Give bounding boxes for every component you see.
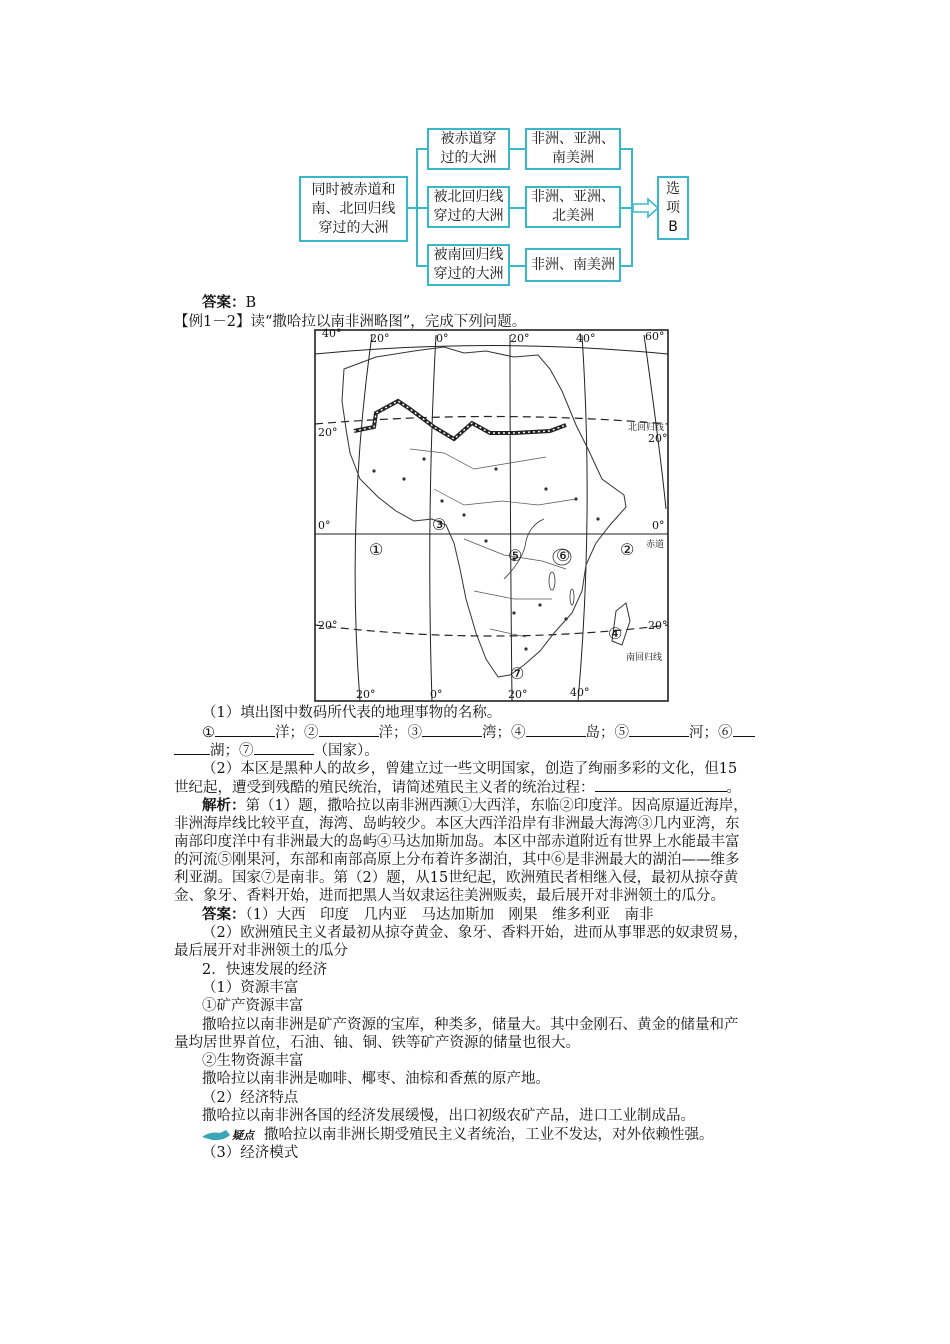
- flow-answer-box: 非洲、亚洲、 北美洲: [525, 186, 621, 228]
- flow-answer-box: 非洲、南美洲: [525, 248, 621, 282]
- map-label: 赤道: [646, 540, 665, 550]
- analysis-line: 非洲海岸线比较平直，海湾、岛屿较少。本区大西洋沿岸有非洲最大海湾③几内亚湾，东: [174, 816, 740, 832]
- answer-blank[interactable]: [422, 722, 482, 737]
- subsection-title: （3）经济模式: [202, 1145, 299, 1161]
- map-label: 20°: [648, 432, 668, 445]
- subsection-title: ②生物资源丰富: [202, 1053, 304, 1069]
- body-text: 撒哈拉以南非洲是矿产资源的宝库，种类多，储量大。其中金刚石、黄金的储量和产: [202, 1017, 739, 1033]
- flow-root-box: 同时被赤道和 南、北回归线 穿过的大洲: [299, 176, 408, 242]
- answer-line: [174, 293, 842, 313]
- flow-answer-box: 非洲、亚洲、 南美洲: [525, 128, 621, 170]
- answer-blank[interactable]: [629, 722, 689, 737]
- arrow-right-icon: [632, 196, 660, 220]
- map-label: 20°: [356, 688, 376, 701]
- flow-question-box: 被南回归线 穿过的大洲: [427, 244, 510, 286]
- subsection-title: （1）资源丰富: [202, 980, 299, 996]
- body-text: 撒哈拉以南非洲是咖啡、椰枣、油棕和香蕉的原产地。: [202, 1071, 550, 1087]
- map-label: 0°: [318, 519, 331, 532]
- answer-blank[interactable]: [174, 740, 210, 755]
- example-intro: 【例1－2】读“撒哈拉以南非洲略图”，完成下列问题。: [174, 314, 527, 330]
- analysis-line: 南部印度洋中有非洲最大的岛屿④马达加斯加岛。本区中部赤道附近有世界上水能最丰富: [174, 834, 740, 850]
- africa-map: [314, 329, 669, 702]
- map-label: 0°: [430, 688, 443, 701]
- map-label: 40°: [570, 686, 590, 699]
- answer-value: B: [245, 295, 257, 311]
- tip-badge-text: 疑点: [232, 1129, 254, 1142]
- map-label: 北回归线: [628, 423, 665, 433]
- analysis-line: 解析：第（1）题，撒哈拉以南非洲西濒①大西洋，东临②印度洋。因高原逼近海岸，: [202, 797, 748, 814]
- subsection-title: ①矿产资源丰富: [202, 998, 304, 1014]
- connector: [510, 265, 526, 267]
- map-label: 南回归线: [626, 653, 663, 663]
- flow-result-box: 选 项 B: [657, 176, 689, 240]
- flow-question-box: 被赤道穿 过的大洲: [427, 128, 510, 170]
- map-label: 20°: [318, 619, 338, 632]
- analysis-line: 金、象牙、香料开始，进而把黑人当奴隶运往美洲贩卖，最后展开对非洲领土的瓜分。: [174, 888, 725, 904]
- q1-title: （1）填出图中数码所代表的地理事物的名称。: [202, 705, 502, 721]
- map-label: 0°: [652, 519, 665, 532]
- q2-line1: （2）本区是黑种人的故乡，曾建立过一些文明国家，创造了绚丽多彩的文化，但15: [202, 761, 738, 777]
- answer2-line: 答案：（1）大西 印度 几内亚 马达加斯加 刚果 维多利亚 南非: [202, 906, 654, 923]
- section-title: 2．快速发展的经济: [202, 962, 328, 978]
- map-label: 20°: [510, 332, 530, 345]
- map-number-3: ③: [432, 515, 447, 534]
- subsection-title: （2）经济特点: [202, 1090, 299, 1106]
- body-text: 量均居世界首位，石油、铀、铜、铁等矿产资源的储量也很大。: [174, 1035, 580, 1051]
- analysis-line: 的河流⑤刚果河，东部和南部高原上分布着许多湖泊，其中⑥是非洲最大的湖泊——维多: [174, 852, 740, 868]
- body-text: 撒哈拉以南非洲各国的经济发展缓慢，出口初级农矿产品，进口工业制成品。: [202, 1108, 695, 1124]
- q1-blanks-line2: 湖；⑦ （国家）。: [174, 740, 814, 761]
- answer-blank[interactable]: [319, 722, 379, 737]
- map-label: 20°: [508, 688, 528, 701]
- connector: [510, 207, 526, 209]
- q1-blanks-line1: ① 洋；② 洋；③ 湾；④ 岛；⑤ 河；⑥: [174, 722, 842, 743]
- analysis-line: 利亚湖。国家⑦是南非。第（2）题，从15世纪起，欧洲殖民者相继入侵，最初从掠夺黄: [174, 870, 739, 886]
- map-number-2: ②: [620, 540, 635, 559]
- map-label: 0°: [436, 332, 449, 345]
- map-label: 20°: [648, 619, 668, 632]
- tip-line: 疑点 撒哈拉以南非洲长期受殖民主义者统治，工业不发达，对外依赖性强。: [200, 1125, 840, 1145]
- answer-blank[interactable]: [254, 740, 314, 755]
- answer-label: 答案：: [202, 294, 246, 311]
- map-label: 20°: [370, 332, 390, 345]
- answer-blank[interactable]: [595, 777, 727, 792]
- map-label: 20°: [318, 426, 338, 439]
- map-number-1: ①: [369, 540, 384, 559]
- map-number-5: ⑤: [508, 546, 523, 565]
- map-label: 60°: [645, 330, 665, 343]
- map-number-7: ⑦: [510, 664, 525, 683]
- tip-badge-icon: [200, 1127, 260, 1143]
- answer-blank[interactable]: [215, 722, 275, 737]
- answer2-line: （2）欧洲殖民主义者最初从掠夺黄金、象牙、香料开始，进而从事罪恶的奴隶贸易，: [202, 925, 748, 941]
- flow-question-box: 被北回归线 穿过的大洲: [427, 186, 510, 228]
- answer-blank[interactable]: [526, 722, 586, 737]
- map-label: 40°: [576, 332, 596, 345]
- answer-blank[interactable]: [733, 722, 755, 737]
- answer2-line: 最后展开对非洲领土的瓜分: [174, 943, 348, 959]
- connector: [510, 148, 526, 150]
- map-label: 40°: [322, 327, 342, 340]
- map-number-4: ④: [608, 624, 623, 643]
- q2-line2: 世纪起，遭受到残酷的殖民统治，请简述殖民主义者的统治过程： 。: [174, 777, 814, 798]
- map-number-6: ⑥: [556, 546, 571, 565]
